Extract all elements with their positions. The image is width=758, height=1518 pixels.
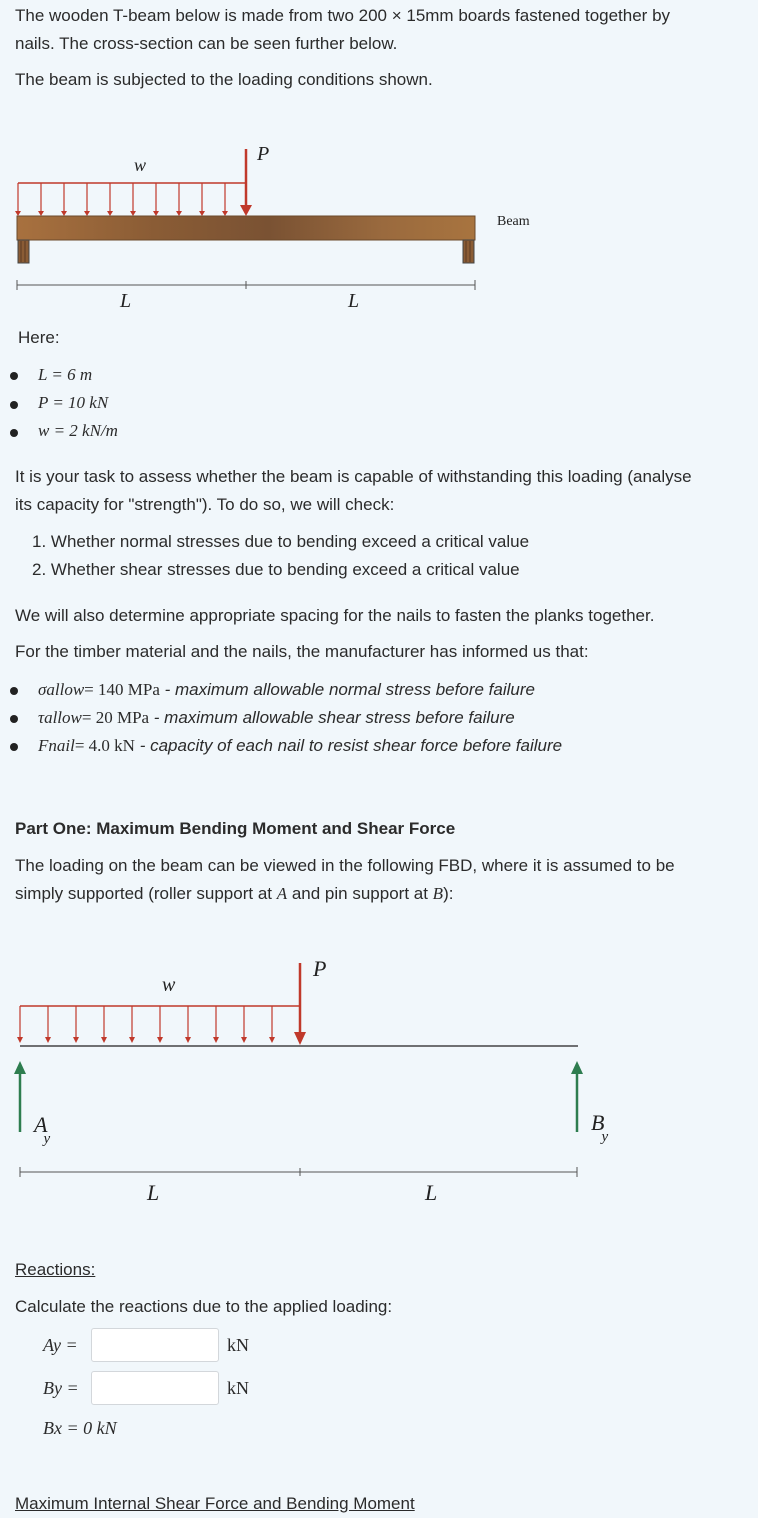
intro-line-3: The beam is subjected to the loading conditions shown. — [15, 70, 433, 89]
part-one-heading: Part One: Maximum Bending Moment and Shear Force — [15, 819, 456, 838]
reactions-heading: Reactions: — [15, 1260, 96, 1279]
ay-answer-input[interactable] — [91, 1328, 219, 1362]
bx-text: Bx = 0 kN — [43, 1418, 117, 1438]
fbd-dimension-line — [20, 1167, 577, 1177]
reaction-by-label: B y — [591, 1110, 609, 1145]
intro-line-1: The wooden T-beam below is made from two 200 × 15mm boards fastened together by — [15, 6, 671, 25]
manufacturer-text: For the timber material and the nails, the manufacturer has informed us that: — [15, 642, 589, 661]
fbd-point-load-label: P — [313, 956, 327, 981]
fbd-dimension-label-2: L — [425, 1180, 438, 1205]
prop-sigma: σallow= 140 MPa - maximum allowable normal stress before failure — [38, 680, 535, 699]
by-answer-input[interactable] — [91, 1371, 219, 1405]
ay-unit: kN — [227, 1335, 249, 1355]
task-line-2: its capacity for "strength"). To do so, we will check: — [15, 495, 395, 514]
fbd-point-load-arrow — [294, 963, 306, 1045]
max-heading: Maximum Internal Shear Force and Bending Moment — [15, 1494, 415, 1513]
task-line-1: It is your task to assess whether the beam is capable of withstanding this loading (analyse — [15, 467, 692, 486]
intro-line-2: nails. The cross-section can be seen further below. — [15, 34, 398, 53]
fbd-diagram — [0, 950, 640, 1210]
param-udl: w = 2 kN/m — [38, 421, 118, 440]
reaction-ay-label: A y — [34, 1112, 51, 1147]
point-load-label: P — [257, 143, 270, 165]
by-unit: kN — [227, 1378, 249, 1398]
dimension-label-1: L — [120, 290, 132, 312]
nails-text: We will also determine appropriate spacing for the nails to fasten the planks together. — [15, 606, 655, 625]
part-one-line-1: The loading on the beam can be viewed in the following FBD, where it is assumed to be — [15, 856, 675, 875]
check-item-2: 2. Whether shear stresses due to bending exceed a critical value — [32, 560, 520, 579]
dimension-label-2: L — [348, 290, 360, 312]
reaction-by-arrow — [571, 1061, 583, 1132]
part-one-line-2: simply supported (roller support at A and pin support at B): — [15, 884, 454, 903]
beam-label: Beam — [497, 214, 530, 229]
dimension-line — [17, 280, 475, 290]
right-support — [463, 240, 474, 263]
left-support — [18, 240, 29, 263]
check-item-1: 1. Whether normal stresses due to bending exceed a critical value — [32, 532, 530, 551]
reactions-instruction: Calculate the reactions due to the applied loading: — [15, 1297, 393, 1316]
prop-tau: τallow= 20 MPa - maximum allowable shear stress before failure — [38, 708, 515, 727]
reaction-ay-arrow — [14, 1061, 26, 1132]
param-length: L = 6 m — [38, 365, 93, 384]
fbd-dimension-label-1: L — [147, 1180, 160, 1205]
by-label: By = — [43, 1378, 79, 1398]
beam-body — [17, 216, 475, 240]
beam-diagram — [0, 135, 560, 315]
here-label: Here: — [18, 328, 60, 347]
ay-label: Ay = — [43, 1335, 78, 1355]
param-load: P = 10 kN — [38, 393, 109, 412]
udl-label: w — [134, 155, 147, 175]
fbd-udl-label: w — [162, 974, 176, 996]
prop-fnail: Fnail= 4.0 kN - capacity of each nail to resist shear force before failure — [38, 736, 563, 755]
udl-arrows — [15, 183, 246, 216]
fbd-udl-arrows — [17, 1006, 300, 1043]
